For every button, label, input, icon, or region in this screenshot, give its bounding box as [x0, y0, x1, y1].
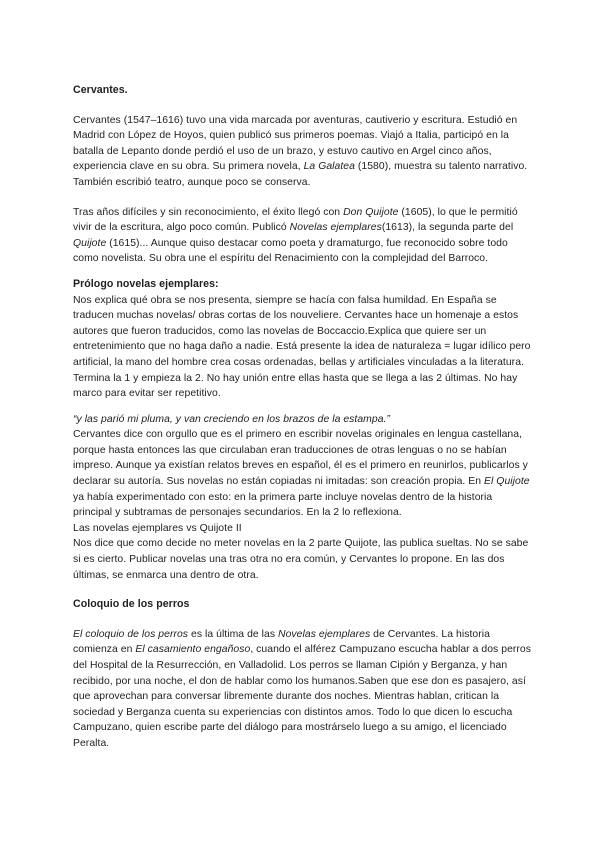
paragraph-prologo-publication: Nos dice que como decide no meter novelas en la 2 parte Quijote, las publica sueltas. No se sabe si es cierto. Publicar novelas una tras otra no era común, y Cervantes lo propone. En las dos últimas, se enmarca una dentro de otra.	[73, 538, 529, 581]
paragraph-prologo-intro: Nos explica qué obra se nos presenta, siempre se hacía con falsa humildad. En España se traducen muchas novelas/ obras cortas de los nouveliere. Cervantes hace un homenaje a estos autores que fueron traducidos, como las novelas de Boccaccio.Explica que quiere ser un entretenimiento que no haga daño a nadie. Está presente la idea de naturaleza = lugar idílico pero artificial, la mano del hombre crea cosas ordenadas, bellas y artificiales vinculadas a la literatura. Termina la 1 y empieza la 2. No hay unión entre ellas hasta que se llega a las 2 últimas. No hay marco para evitar ser repetitivo.	[73, 294, 531, 400]
document-page	[73, 83, 533, 752]
paragraph-cervantes-biography: Cervantes (1547–1616) tuvo una vida marcada por aventuras, cautiverio y escritura. Estudió en Madrid con López de Hoyos, quien publicó sus primeros poemas. Viajó a Italia, participó en la batalla de Lepanto donde perdió el uso de un brazo, y estuvo cautivo en Argel cinco años, experiencia clave en su obra. Su primera novela, La Galatea (1580), muestra su talento narrativo. También escribió teatro, aunque poco se conserva.	[73, 114, 528, 188]
title-el-quijote: El Quijote	[484, 476, 530, 488]
quote-pluma: “y las parió mi pluma, y van creciendo en los brazos de la estampa.”	[73, 413, 390, 425]
section-heading-prologo: Prólogo novelas ejemplares:	[73, 277, 219, 290]
paragraph-coloquio-summary: El coloquio de los perros es la última de las Novelas ejemplares de Cervantes. La historia comienza en El casamiento engañoso, cuando el alférez Campuzano escucha hablar a dos perros del Hospital de la Resurrección, en Valladolid. Los perros se llaman Cipión y Berganza, y han recibido, por una noche, el don de hablar como los humanos.Saben que ese don es pasajero, así que aprovechan para conversar libremente durante dos noches. Mientras hablan, critican la sociedad y Berganza cuenta su experiencias con distintos amos. Todo lo que dicen lo escucha Campuzano, quien escribe parte del diálogo para mostrárselo luego a su amigo, el licenciado Peralta.	[73, 628, 531, 749]
title-novelas-ejemplares-2: Novelas ejemplares	[278, 628, 371, 640]
paragraph-prologo-originality: Cervantes dice con orgullo que es el primero en escribir novelas originales en lengua castellana, porque hasta entonces las que circulaban eran traducciones de otras lenguas o no se habían impreso. Aunque ya existían relatos breves en español, él es el primero en reunirlos, publicarlos y declarar su autoría. Sus novelas no están copiadas ni imitadas: son creación propia. En El Quijote ya había experimentado con esto: en la primera parte incluye novelas dentro de la historia principal y subtramas de personajes secundarios. En la 2 lo reflexiona.	[73, 429, 530, 519]
subheading-novelas-vs-quijote: Las novelas ejemplares vs Quijote II	[73, 522, 242, 534]
title-quijote: Quijote	[73, 237, 107, 249]
title-el-coloquio: El coloquio de los perros	[73, 628, 189, 640]
title-el-casamiento-enganoso: El casamiento engañoso	[135, 644, 251, 656]
paragraph-cervantes-success: Tras años difíciles y sin reconocimiento, el éxito llegó con Don Quijote (1605), lo que le permitió vivir de la escritura, algo poco común. Publicó Novelas ejemplares(1613), la segunda parte del Quijote (1615)... Aunque quiso destacar como poeta y dramaturgo, fue reconocido sobre todo como novelista. Su obra une el espíritu del Renacimiento con la complejidad del Barroco.	[73, 206, 518, 265]
section-heading-coloquio: Coloquio de los perros	[73, 598, 190, 611]
title-don-quijote: Don Quijote	[343, 206, 399, 218]
title-la-galatea: La Galatea	[303, 161, 355, 173]
title-novelas-ejemplares: Novelas ejemplares	[289, 222, 382, 234]
section-heading-cervantes: Cervantes.	[73, 84, 128, 96]
